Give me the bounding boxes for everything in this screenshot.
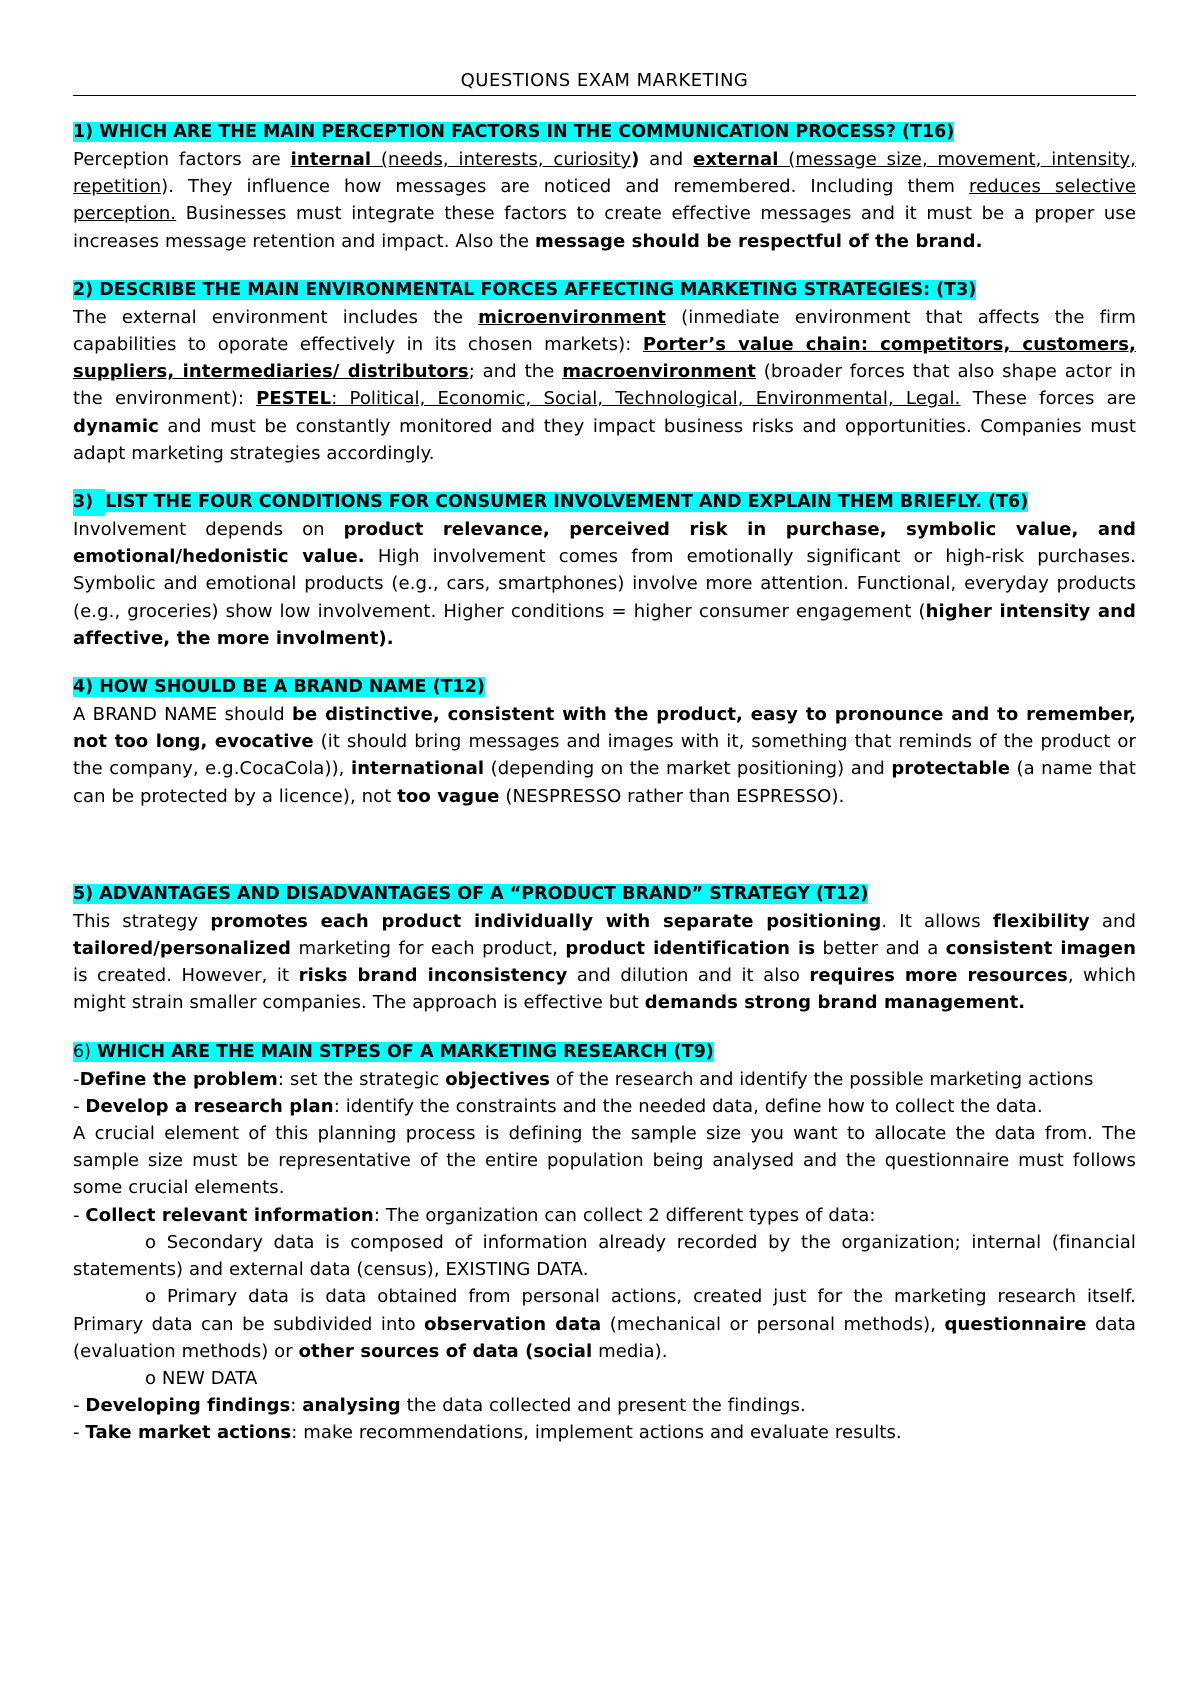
question-2-heading: 2) DESCRIBE THE MAIN ENVIRONMENTAL FORCES AFFECTING MARKETING STRATEGIES: (T3) [73,279,977,300]
step-research-plan-detail: A crucial element of this planning process is defining the sample size you want to allocate the data from. The sample size must be representative of the entire population being analysed and the questionnaire must follows some crucial elements. [73,1123,1136,1199]
question-4 [73,674,1136,810]
document-page [73,70,1136,1469]
primary-data-item: o Primary data is data obtained from personal actions, created just for the marketing research itself. Primary data can be subdivided into observation data (mechanical or personal methods), questionnaire data (evaluation methods) or other sources of data (social media). [73,1286,1136,1362]
question-3-answer: Involvement depends on product relevance, perceived risk in purchase, symbolic value, and emotional/hedonistic value. High involvement comes from emotionally significant or high-risk purchases. Symbolic and emotional products (e.g., cars, smartphones) involve more attention. Functional, everyday products (e.g., groceries) show low involvement. Higher conditions = higher consumer engagement (higher intensity and affective, the more involment). [73,519,1137,649]
step-research-plan: - Develop a research plan: identify the constraints and the needed data, define how to collect the data. [73,1095,1043,1117]
document-title: QUESTIONS EXAM MARKETING [73,70,1136,96]
step-developing-findings: - Developing findings: analysing the data collected and present the findings. [73,1395,806,1417]
secondary-data-item: o Secondary data is composed of information already recorded by the organization; internal (financial statements) and external data (census), EXISTING DATA. [73,1231,1136,1281]
step-define-problem: -Define the problem: set the strategic objectives of the research and identify the possible marketing actions [73,1068,1094,1090]
question-2 [73,277,1136,467]
question-6-heading: 6) WHICH ARE THE MAIN STPES OF A MARKETING RESEARCH (T9) [73,1041,714,1062]
question-1 [73,119,1136,255]
question-3-heading: 3) LIST THE FOUR CONDITIONS FOR CONSUMER INVOLVEMENT AND EXPLAIN THEM BRIEFLY. (T6) [73,489,1136,516]
question-1-heading: 1) WHICH ARE THE MAIN PERCEPTION FACTORS IN THE COMMUNICATION PROCESS? (T16) [73,122,955,142]
question-3 [73,489,1136,652]
new-data-item: o NEW DATA [145,1367,258,1389]
question-1-answer: Perception factors are internal (needs, interests, curiosity) and external (message size, movement, intensity, repetition). They influence how messages are noticed and remembered. Including them reduces selective perception. Businesses must integrate these factors to create effective messages and it must be a proper use increases message retention and impact. Also the message should be respectful of the brand. [73,149,1137,252]
question-6-answer [73,1066,1136,1447]
question-5 [73,881,1136,1017]
question-6 [73,1039,1136,1447]
question-5-answer: This strategy promotes each product individually with separate positioning. It allows flexibility and tailored/personalized marketing for each product, product identification is better and a consistent imagen is created. However, it risks brand inconsistency and dilution and it also requires more resources, which might strain smaller companies. The approach is effective but demands strong brand management. [73,910,1136,1014]
question-4-heading: 4) HOW SHOULD BE A BRAND NAME (T12) [73,677,485,698]
blank-space [73,832,1136,881]
step-take-market-actions: - Take market actions: make recommendations, implement actions and evaluate results. [73,1422,902,1444]
question-2-answer: The external environment includes the microenvironment (inmediate environment that affects the firm capabilities to oporate effectively in its chosen markets): Porter’s value chain: competitors, customers, suppliers, intermediaries/ distributors; and the macroenvironment (broader forces that also shape actor in the environment): PESTEL: Political, Economic, Social, Technological, Environmental, Legal. These forces are dynamic and must be constantly monitored and they impact business risks and opportunities. Companies must adapt marketing strategies accordingly. [73,306,1136,464]
question-4-answer: A BRAND NAME should be distinctive, consistent with the product, easy to pronounce and to remember, not too long, evocative (it should bring messages and images with it, something that reminds of the product or the company, e.g.CocaCola)), international (depending on the market positioning) and protectable (a name that can be protected by a licence), not too vague (NESPRESSO rather than ESPRESSO). [73,704,1137,807]
step-collect-information: - Collect relevant information: The organization can collect 2 different types of data: [73,1204,876,1226]
question-5-heading: 5) ADVANTAGES AND DISADVANTAGES OF A “PRODUCT BRAND” STRATEGY (T12) [73,883,869,904]
